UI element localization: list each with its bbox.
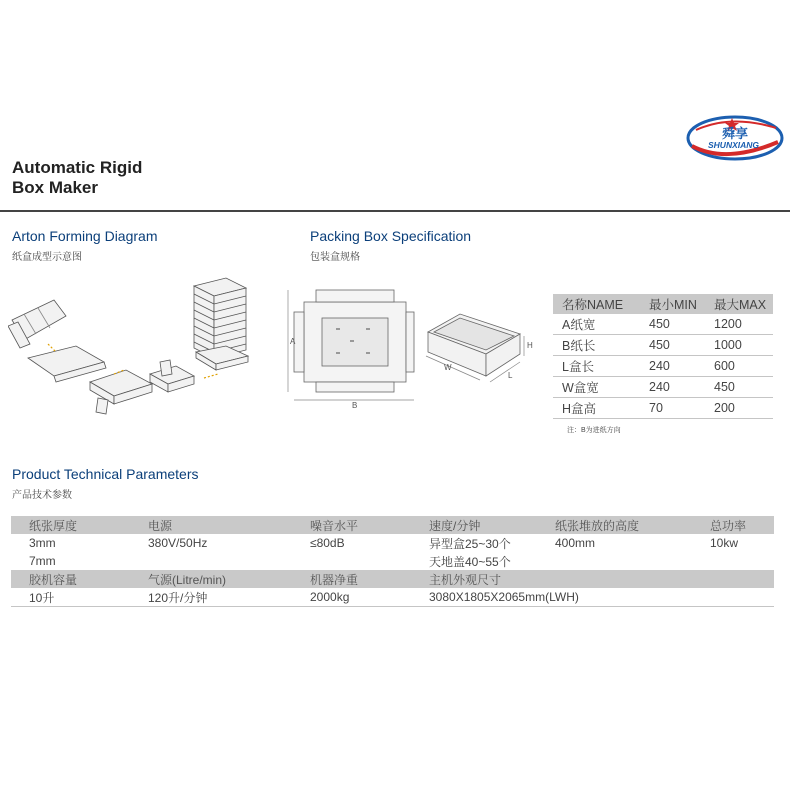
param-cell: 天地盖40~55个 [429,554,511,569]
param-header: 总功率 [692,516,774,534]
param-header [537,570,692,588]
table-row [553,377,773,398]
spec-cell: 600 [705,356,773,377]
spec-note: 注：B为进纸方向 [567,427,621,434]
spec-cell: 450 [705,377,773,398]
param-cell: 2000kg [292,588,411,607]
param-header [692,570,774,588]
param-cell [537,552,692,570]
table-row [11,588,774,607]
param-cell [292,552,411,570]
param-header: 纸张厚度 [11,516,130,534]
params-title-en: Product Technical Parameters [12,466,199,482]
param-header: 机器净重 [292,570,411,588]
spec-header-name: 名称NAME [553,294,640,314]
shunxiang-logo [686,112,784,164]
dim-b-label: B [352,401,358,410]
table-row [553,314,773,335]
spec-cell: A纸宽 [553,314,640,335]
spec-cell: W盒宽 [553,377,640,398]
param-header: 电源 [130,516,292,534]
spec-cell: 450 [640,314,705,335]
tech-params-table [11,516,774,607]
spec-header-min: 最小MIN [640,294,705,314]
logo-en-text: SHUNXIANG [708,140,760,150]
forming-title-en: Arton Forming Diagram [12,228,158,244]
carton-forming-diagram [8,270,268,420]
dim-l-label: L [508,371,513,380]
param-cell: 3080X1805X2065mm(LWH) [411,588,537,607]
param-cell: 3mm [29,536,56,550]
param-cell: 380V/50Hz [148,536,208,550]
param-header: 胶机容量 [11,570,130,588]
spec-header-row [553,294,773,314]
spec-header-max: 最大MAX [705,294,773,314]
param-cell: 异型盒25~30个 [429,536,511,551]
param-header: 纸张堆放的高度 [537,516,692,534]
param-cell: ≤80dB [310,536,345,550]
table-row [11,534,774,552]
table-row [553,356,773,377]
params-title-cn: 产品技术参数 [12,490,72,501]
spec-cell: 200 [705,398,773,419]
params-header-row-2 [11,570,774,588]
title-line-1: Automatic Rigid [12,158,143,177]
spec-cell: H盒高 [553,398,640,419]
param-header: 气源(Litre/min) [130,570,292,588]
param-cell: 10kw [710,536,739,550]
dim-a-label: A [290,337,296,346]
flat-blank-drawing [286,282,416,412]
spec-cell: 240 [640,377,705,398]
param-cell [130,552,292,570]
table-row [553,398,773,419]
param-cell: 7mm [29,554,56,568]
param-header: 速度/分钟 [411,516,537,534]
param-cell: 10升 [11,588,130,607]
title-line-2: Box Maker [12,178,98,197]
spec-cell: 1000 [705,335,773,356]
spec-cell: B纸长 [553,335,640,356]
params-header-row [11,516,774,534]
table-row [553,335,773,356]
spec-cell: 240 [640,356,705,377]
packing-title-cn: 包装盒规格 [310,252,360,263]
box-3d-drawing [420,296,544,386]
param-cell [692,552,774,570]
title-divider [0,210,790,212]
table-row [11,552,774,570]
logo-cn-text: 舜享 [722,126,749,141]
spec-cell: L盒长 [553,356,640,377]
dim-w-label: W [444,363,452,372]
spec-cell: 450 [640,335,705,356]
spec-cell: 1200 [705,314,773,335]
param-header: 主机外观尺寸 [411,570,537,588]
param-header: 噪音水平 [292,516,411,534]
packing-title-en: Packing Box Specification [310,228,472,244]
param-cell: 400mm [555,536,596,550]
dim-h-label: H [527,341,533,350]
spec-cell: 70 [640,398,705,419]
param-cell: 120升/分钟 [130,588,292,607]
param-cell [692,588,774,607]
page-title [12,158,142,198]
forming-title-cn: 纸盒成型示意图 [12,252,82,263]
packing-spec-table [553,294,773,419]
